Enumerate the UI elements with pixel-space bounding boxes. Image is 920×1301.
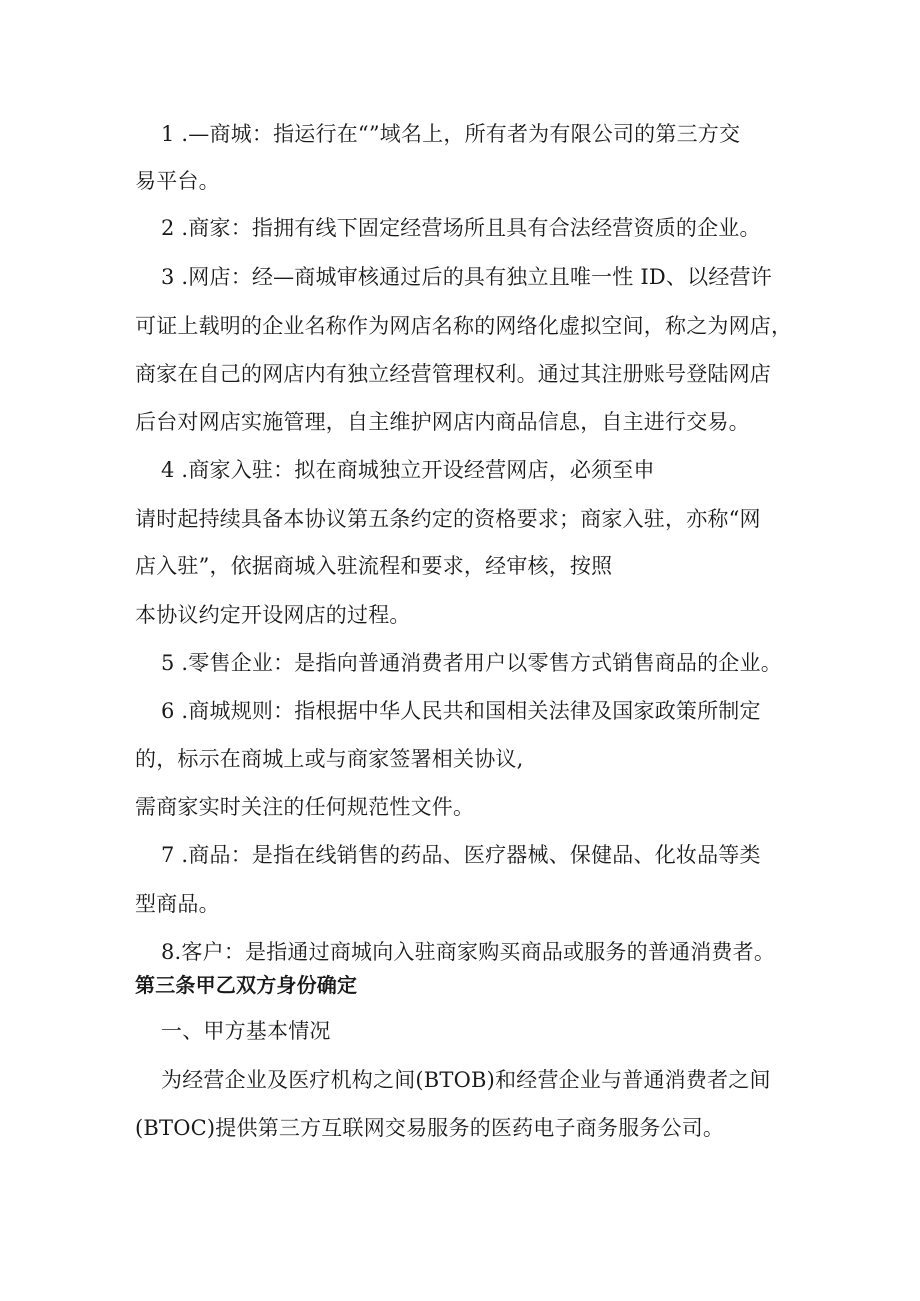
- definition-7-line-2: 型商品。: [135, 892, 220, 916]
- definition-6-line-3: 需商家实时关注的任何规范性文件。: [135, 795, 475, 819]
- definition-4-line-3: 店入驻”，依据商城入驻流程和要求，经审核，按照: [135, 554, 613, 578]
- definition-3-line-2: 可证上载明的企业名称作为网店名称的网络化虚拟空间，称之为网店，: [135, 314, 793, 338]
- definition-6-line-1: 6 .商城规则：指根据中华人民共和国相关法律及国家政策所制定: [161, 699, 761, 723]
- definition-3-line-4: 后台对网店实施管理，自主维护网店内商品信息，自主进行交易。: [135, 410, 750, 434]
- definition-2-line-1: 2 .商家：指拥有线下固定经营场所且具有合法经营资质的企业。: [161, 216, 761, 240]
- definition-7-line-1: 7 .商品：是指在线销售的药品、医疗器械、保健品、化妆品等类: [161, 843, 761, 867]
- definition-8-line-1: 8.客户：是指通过商城向入驻商家购买商品或服务的普通消费者。: [161, 940, 776, 964]
- section-heading: 第三条甲乙双方身份确定: [135, 973, 358, 997]
- definition-3-line-1: 3 .网店：经—商城审核通过后的具有独立且唯一性 ID、以经营许: [161, 265, 772, 289]
- subsection-heading: 一、甲方基本情况: [161, 1019, 331, 1043]
- definition-1-line-2: 易平台。: [135, 169, 220, 193]
- definition-1-line-1: 1 .—商城：指运行在“”域名上，所有者为有限公司的第三方交: [161, 122, 741, 146]
- party-a-line-1: 为经营企业及医疗机构之间(BTOB)和经营企业与普通消费者之间: [161, 1068, 771, 1092]
- definition-3-line-3: 商家在自己的网店内有独立经营管理权利。通过其注册账号登陆网店: [135, 362, 771, 386]
- definition-5-line-1: 5 .零售企业：是指向普通消费者用户以零售方式销售商品的企业。: [161, 651, 782, 675]
- definition-4-line-1: 4 .商家入驻：拟在商城独立开设经营网店，必须至申: [161, 458, 655, 482]
- party-a-line-2: (BTOC)提供第三方互联网交易服务的医药电子商务服务公司。: [135, 1116, 725, 1140]
- definition-4-line-4: 本协议约定开设网店的过程。: [135, 603, 411, 627]
- definition-4-line-2: 请时起持续具备本协议第五条约定的资格要求；商家入驻，亦称“网: [135, 507, 761, 531]
- definition-6-line-2: 的，标示在商城上或与商家签署相关协议,: [135, 747, 524, 771]
